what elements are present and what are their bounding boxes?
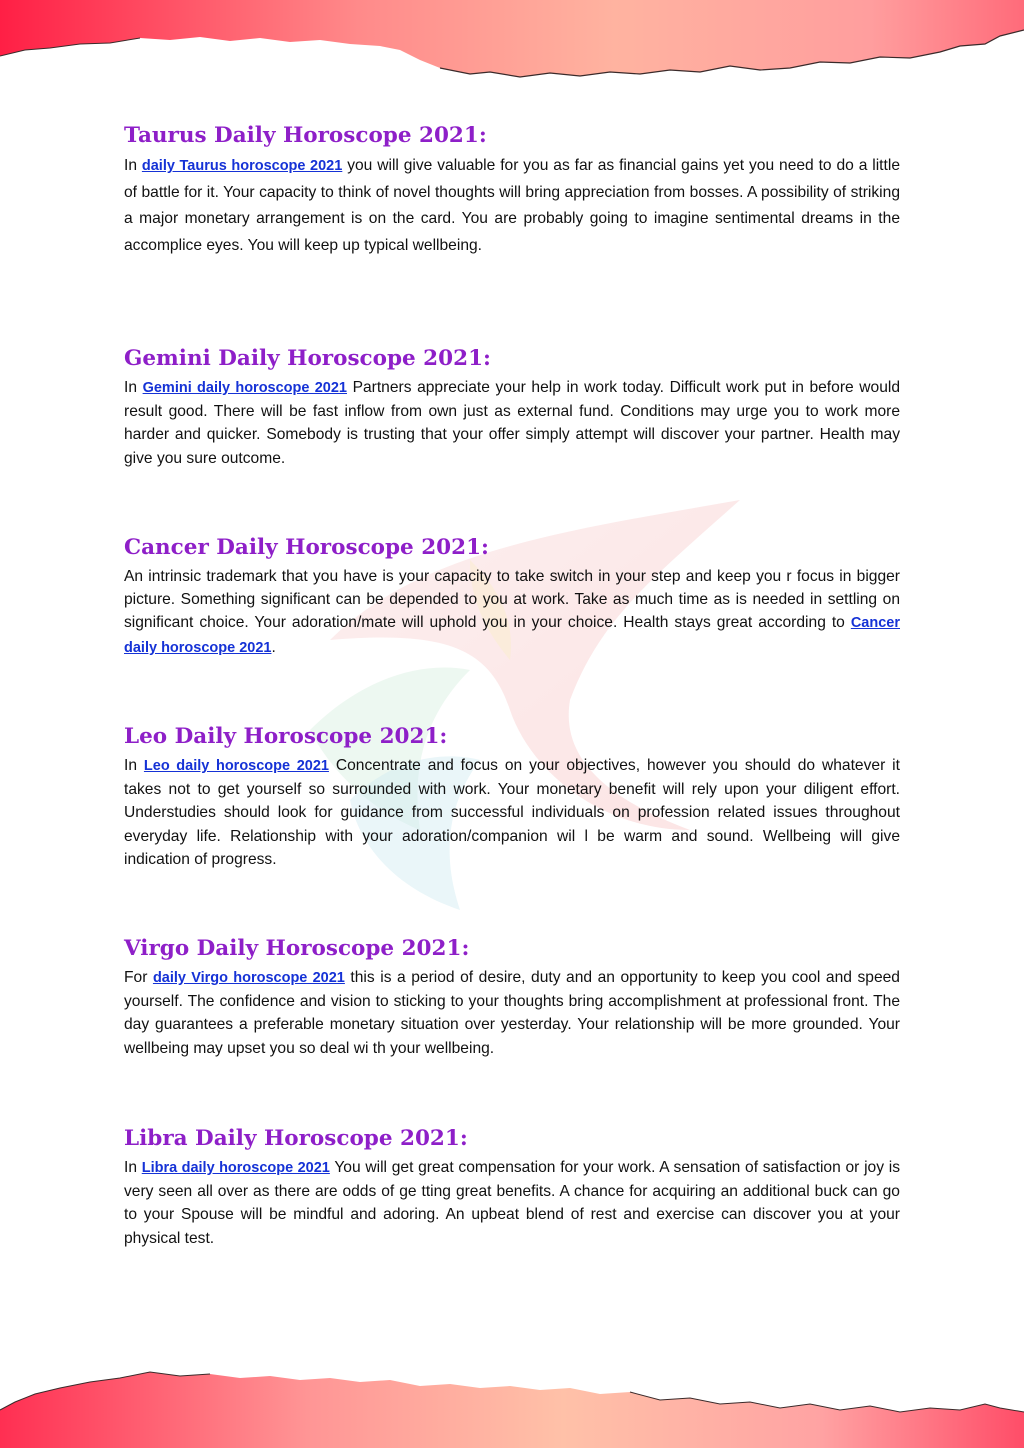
bottom-torn-edge-decoration xyxy=(0,1338,1024,1448)
paragraph-text: You will get great compensation for your work. A sensation of satisfaction or joy is very seen all over as there are odds of ge tting great benefits. A chance for acquiring an additional buck can go to your Spouse will be mindful and adoring. An upbeat blend of rest and exercise can discover you at your physical test. xyxy=(124,1159,900,1247)
section-heading: Gemini Daily Horoscope 2021: xyxy=(124,346,491,371)
section-paragraph xyxy=(124,153,900,259)
section-paragraph xyxy=(124,376,900,470)
libra-horoscope-link[interactable]: Libra daily horoscope 2021 xyxy=(141,1160,330,1176)
paragraph-text: you will give valuable for you as far as financial gains yet you need to do a little of battle for it. Your capacity to think of novel thoughts will bring appreciation from bosses. A possibility of striking a major monetary arrangement is on the card. You are probably going to imagine sentimental dreams in the accomplice eyes. You will keep up typical wellbeing. xyxy=(124,157,900,254)
section-heading: Taurus Daily Horoscope 2021: xyxy=(124,123,487,148)
section-paragraph xyxy=(124,1156,900,1250)
section-heading: Libra Daily Horoscope 2021: xyxy=(124,1126,468,1151)
paragraph-prefix: In xyxy=(124,157,142,174)
paragraph-prefix: For xyxy=(124,969,153,986)
paragraph-text: Concentrate and focus on your objectives, however you should do whatever it takes not to get yourself so surrounded with work. Your monetary benefit will rely upon your diligent effort. Understudies should look for guidance from successful individuals on profession related issues throughout everyday life. Relationship with your adoration/companion wil l be warm and sound. Wellbeing will give indication of progress. xyxy=(124,757,900,868)
cancer-section xyxy=(124,534,900,660)
gemini-section xyxy=(124,345,900,470)
libra-section xyxy=(124,1125,900,1250)
virgo-horoscope-link[interactable]: daily Virgo horoscope 2021 xyxy=(152,970,345,986)
leo-section xyxy=(124,723,900,871)
paragraph-suffix: . xyxy=(271,638,276,656)
section-paragraph xyxy=(124,966,900,1060)
virgo-section xyxy=(124,935,900,1060)
taurus-horoscope-link[interactable]: daily Taurus horoscope 2021 xyxy=(141,158,343,174)
taurus-section xyxy=(124,122,900,259)
cancer-horoscope-link[interactable]: Cancer daily horoscope 2021 xyxy=(124,615,900,656)
section-paragraph xyxy=(124,565,900,660)
top-torn-edge-decoration xyxy=(0,0,1024,110)
paragraph-prefix: In xyxy=(124,1159,142,1176)
section-paragraph xyxy=(124,754,900,871)
section-heading: Virgo Daily Horoscope 2021: xyxy=(124,936,470,961)
section-heading: Cancer Daily Horoscope 2021: xyxy=(124,535,489,560)
section-heading: Leo Daily Horoscope 2021: xyxy=(124,724,448,749)
paragraph-prefix: In xyxy=(124,379,143,396)
paragraph-prefix: In xyxy=(124,757,144,774)
paragraph-text: this is a period of desire, duty and an opportunity to keep you cool and speed yourself. The confidence and vision to sticking to your thoughts bring accomplishment at professional front. The day guarantees a preferable monetary situation over yesterday. Your relationship will be more grounded. Your wellbeing may upset you so deal wi th your wellbeing. xyxy=(124,969,900,1057)
leo-horoscope-link[interactable]: Leo daily horoscope 2021 xyxy=(143,758,329,774)
paragraph-text: An intrinsic trademark that you have is your capacity to take switch in your step and keep you r focus in bigger picture. Something significant can be depended to you at work. Take as much time as is needed in settling on significant choice. Your adoration/mate will uphold you in your choice. Health stays great according to xyxy=(124,568,900,632)
gemini-horoscope-link[interactable]: Gemini daily horoscope 2021 xyxy=(142,380,347,396)
paragraph-text: Partners appreciate your help in work today. Difficult work put in before would result good. There will be fast inflow from own just as external fund. Conditions may urge you to work more harder and quicker. Somebody is trusting that your offer simply attempt will discover your partner. Health may give you sure outcome. xyxy=(124,379,901,467)
